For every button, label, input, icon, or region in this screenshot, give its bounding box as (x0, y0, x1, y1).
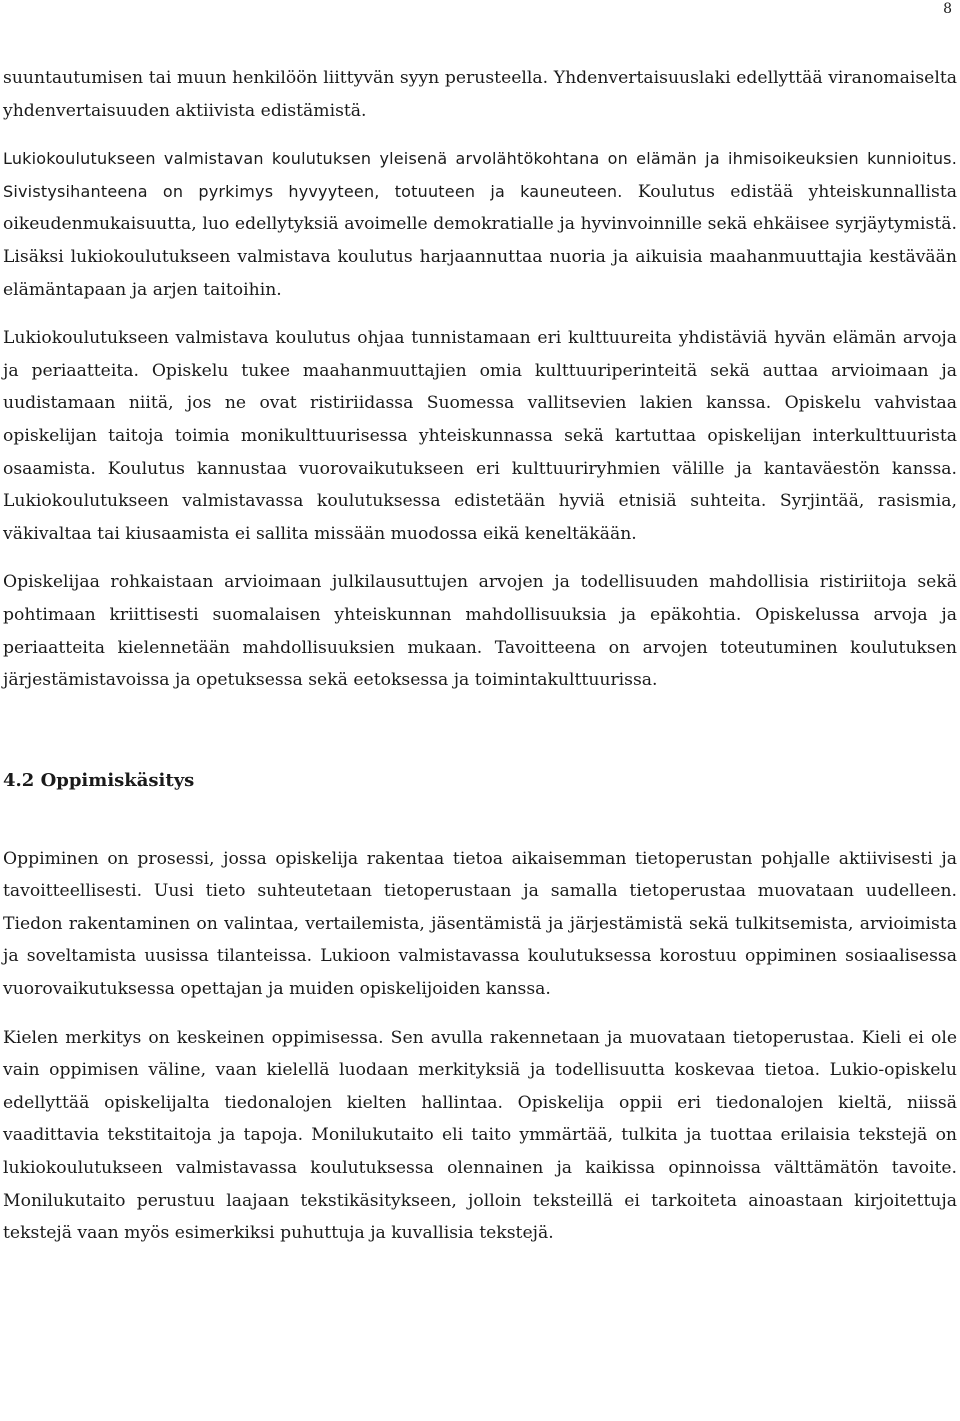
paragraph-values-basis (3, 143, 957, 306)
page-number: 8 (943, 1, 952, 17)
paragraph-values-basis-rest: Koulutus edistää yhteiskunnallista oikeudenmukaisuutta, luo edellytyksiä avoimelle demokratialle ja hyvinvoinnille sekä ehkäisee syrjäytymistä. Lisäksi lukiokoulutukseen valmistava koulutus harjaannuttaa nuoria ja aikuisia maahanmuuttajia kestävään elämäntapaan ja arjen taitoihin. (3, 181, 958, 300)
document-body (3, 62, 957, 1250)
paragraph-equality-law: suuntautumisen tai muun henkilöön liittyvän syyn perusteella. Yhdenvertaisuuslaki edellyttää viranomaiselta yhdenvertaisuuden aktiivista edistämistä. (3, 68, 957, 121)
paragraph-learning-process: Oppiminen on prosessi, jossa opiskelija rakentaa tietoa aikaisemman tietoperustan pohjalle aktiivisesti ja tavoitteellisesti. Uusi tieto suhteutetaan tietoperustaan ja samalla tietoperustaa muovataan uudelleen. Tiedon rakentaminen on valintaa, vertailemista, jäsentämistä ja järjestämistä sekä tulkitsemista, arvioimista ja soveltamista uusissa tilanteissa. Lukioon valmistavassa koulutuksessa korostuu oppiminen sosiaalisessa vuorovaikutuksessa opettajan ja muiden opiskelijoiden kanssa. (3, 848, 957, 1000)
paragraph-cultures: Lukiokoulutukseen valmistava koulutus ohjaa tunnistamaan eri kulttuureita yhdistäviä hyvän elämän arvoja ja periaatteita. Opiskelu tukee maahanmuuttajien omia kulttuuriperinteitä sekä auttaa arvioimaan ja uudistamaan niitä, jos ne ovat ristiriidassa Suomessa vallitsevien lakien kanssa. Opiskelu vahvistaa opiskelijan taitoja toimia monikulttuurisessa yhteiskunnassa sekä kartuttaa opiskelijan interkulttuurista osaamista. Koulutus kannustaa vuorovaikutukseen eri kulttuuriryhmien välille ja kantaväestön kanssa. Lukiokoulutukseen valmistavassa koulutuksessa edistetään hyviä etnisiä suhteita. Syrjintää, rasismia, väkivaltaa tai kiusaamista ei sallita missään muodossa eikä keneltäkään. (3, 328, 957, 544)
paragraph-critical-values: Opiskelijaa rohkaistaan arvioimaan julkilausuttujen arvojen ja todellisuuden mahdollisia ristiriitoja sekä pohtimaan kriittisesti suomalaisen yhteiskunnan mahdollisuuksia ja epäkohtia. Opiskelussa arvoja ja periaatteita kielennetään mahdollisuuksien mukaan. Tavoitteena on arvojen toteutuminen koulutuksen järjestämistavoissa ja opetuksessa sekä eetoksessa ja toimintakulttuurissa. (3, 572, 957, 691)
paragraph-language-role: Kielen merkitys on keskeinen oppimisessa. Sen avulla rakennetaan ja muovataan tietoperustaa. Kieli ei ole vain oppimisen väline, vaan kielellä luodaan merkityksiä ja todellisuutta koskevaa tietoa. Lukio-opiskelu edellyttää opiskelijalta tiedonalojen kielten hallintaa. Opiskelija oppii eri tiedonalojen kieltä, niissä vaadittavia tekstitaitoja ja tapoja. Monilukutaito eli taito ymmärtää, tulkita ja tuottaa erilaisia tekstejä on lukiokoulutukseen valmistavassa koulutuksessa olennainen ja kaikissa opinnoissa välttämätön tavoite. Monilukutaito perustuu laajaan tekstikäsitykseen, jolloin teksteillä ei tarkoiteta ainoastaan kirjoitettuja tekstejä vaan myös esimerkiksi puhuttuja ja kuvallisia tekstejä. (3, 1027, 957, 1244)
paragraph-values-basis-intro: Lukiokoulutukseen valmistavan koulutuksen yleisenä arvolähtökohtana on elämän ja ihmisoikeuksien kunnioitus. Sivistysihanteena on pyrkimys hyvyyteen, totuuteen ja kauneuteen. (3, 149, 957, 201)
section-heading: 4.2 Oppimiskäsitys (3, 769, 195, 791)
